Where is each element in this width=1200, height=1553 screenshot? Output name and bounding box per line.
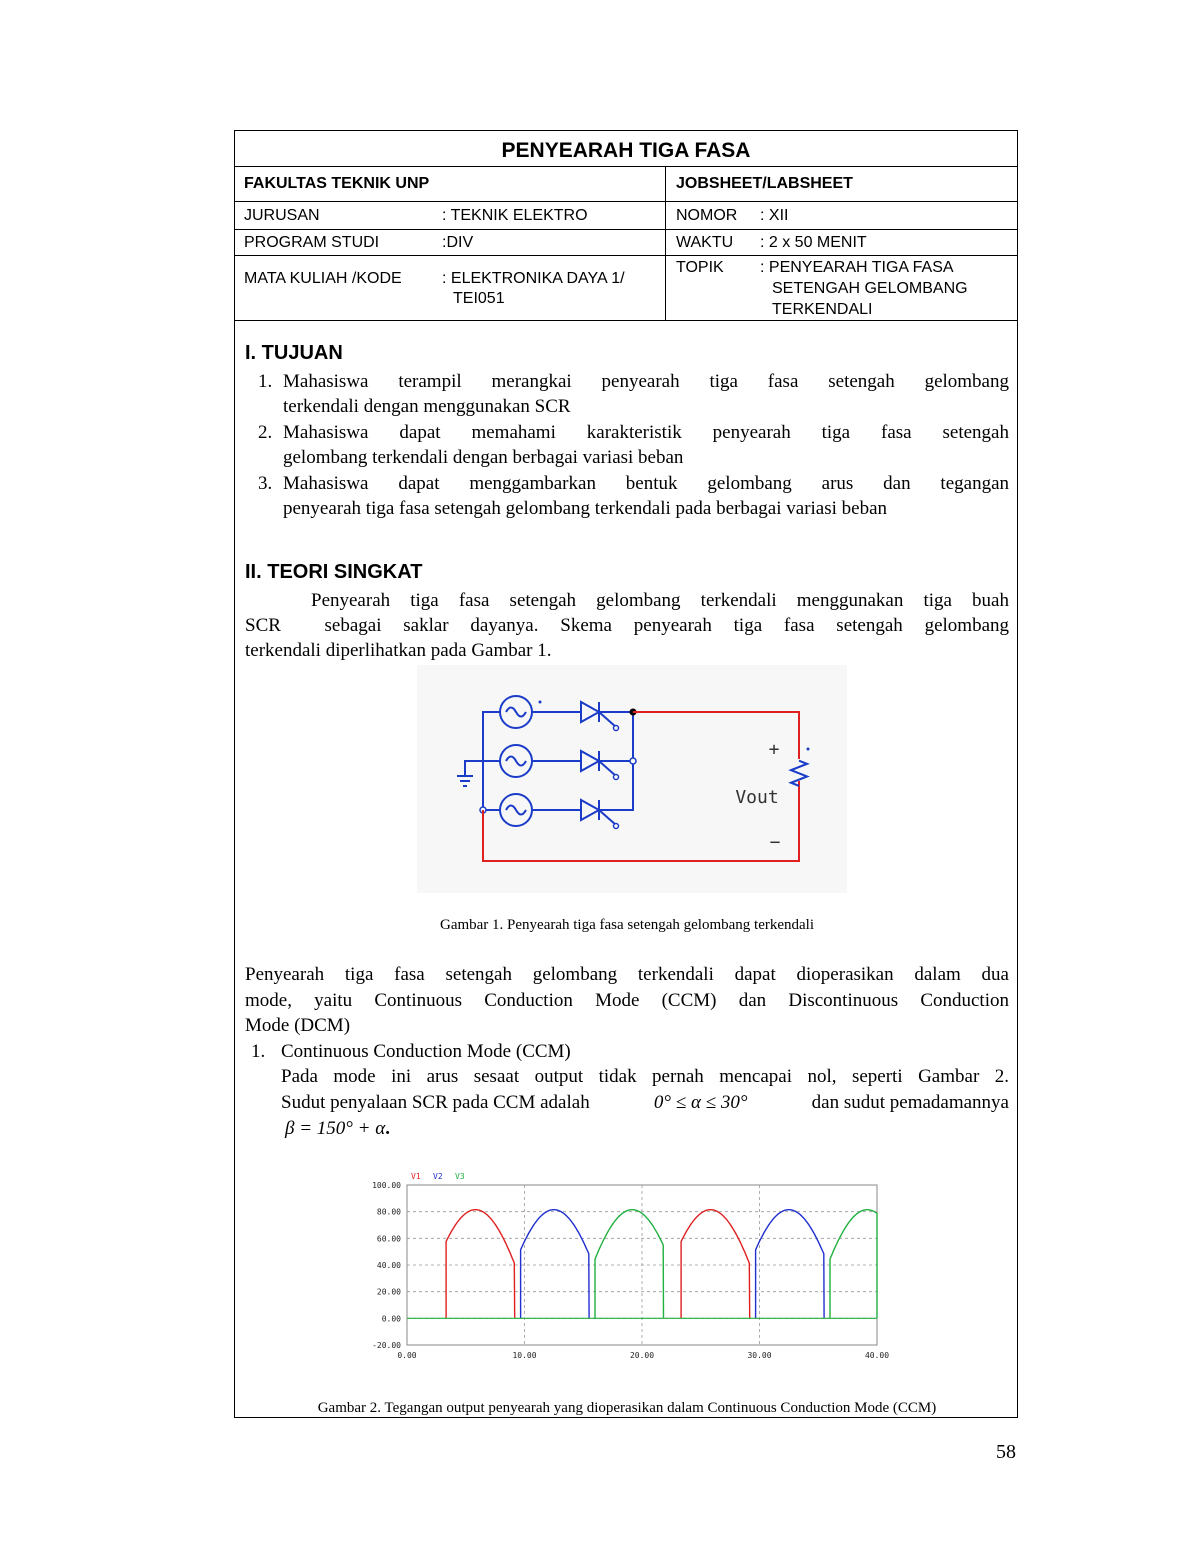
- sheet-type: JOBSHEET/LABSHEET: [676, 175, 853, 192]
- minus-sign: −: [769, 832, 781, 853]
- topik-label: TOPIK: [676, 259, 724, 276]
- legend-v3: V3: [455, 1172, 465, 1181]
- nomor-label: NOMOR: [676, 207, 738, 224]
- plus-sign: +: [768, 739, 780, 760]
- jurusan-value: : TEKNIK ELEKTRO: [442, 207, 588, 224]
- list-number: 1.: [258, 371, 273, 392]
- matkul-label: MATA KULIAH /KODE: [244, 270, 402, 287]
- section-heading-tujuan: I. TUJUAN: [245, 342, 343, 364]
- faculty-label: FAKULTAS TEKNIK UNP: [244, 175, 430, 192]
- y-tick-label: 40.00: [376, 1261, 401, 1270]
- waktu-label: WAKTU: [676, 234, 734, 251]
- formula-line: [285, 1116, 390, 1142]
- x-tick-label: 20.00: [629, 1351, 655, 1360]
- figure1-caption: Gambar 1. Penyearah tiga fasa setengah gelombang terkendali: [439, 917, 815, 933]
- y-tick-label: 0.00: [381, 1314, 401, 1324]
- divider: [665, 166, 666, 320]
- formula-extinction-angle: β = 150° + α: [285, 1118, 386, 1139]
- y-tick-label: 80.00: [376, 1207, 401, 1217]
- divider: [235, 166, 1017, 167]
- divider: [235, 229, 1017, 230]
- mode-title: Continuous Conduction Mode (CCM): [281, 1041, 571, 1062]
- formula-firing-angle: 0° ≤ α ≤ 30°: [653, 1092, 748, 1113]
- paragraph-line: terkendali diperlihatkan pada Gambar 1.: [245, 640, 552, 661]
- matkul-value-line1: : ELEKTRONIKA DAYA 1/: [442, 270, 625, 287]
- divider: [235, 255, 1017, 256]
- list-item-text: Mahasiswa dapat memahami karakteristik penyearah tiga fasa setengah: [283, 422, 1009, 443]
- y-tick-label: 60.00: [376, 1234, 401, 1244]
- paragraph-line: mode, yaitu Continuous Conduction Mode (CCM) dan Discontinuous Conduction: [245, 990, 1009, 1011]
- vout-label: Vout: [735, 787, 779, 808]
- page-title: PENYEARAH TIGA FASA: [501, 139, 751, 162]
- divider: [235, 201, 1017, 202]
- list-item-text: terkendali dengan menggunakan SCR: [283, 396, 571, 417]
- list-item-text: Mahasiswa dapat menggambarkan bentuk gelombang arus dan tegangan: [283, 473, 1009, 494]
- topik-value-line1: : PENYEARAH TIGA FASA: [760, 259, 954, 276]
- topik-value-line2: SETENGAH GELOMBANG: [772, 280, 968, 297]
- list-item-text: penyearah tiga fasa setengah gelombang terkendali pada berbagai variasi beban: [283, 498, 888, 519]
- list-item-text: Mahasiswa terampil merangkai penyearah tiga fasa setengah gelombang: [283, 371, 1009, 392]
- figure2-caption: Gambar 2. Tegangan output penyearah yang dioperasikan dalam Continuous Conduction Mode (CCM): [317, 1400, 937, 1416]
- divider: [235, 320, 1017, 321]
- text-fragment: dan sudut pemadamannya: [811, 1092, 1009, 1113]
- y-tick-label: 100.00: [372, 1181, 401, 1190]
- x-tick-label: 10.00: [512, 1351, 537, 1360]
- paragraph-line: Mode (DCM): [245, 1015, 351, 1036]
- topik-value-line3: TERKENDALI: [772, 301, 873, 318]
- paragraph-line: [281, 1090, 1009, 1116]
- paragraph-line: SCR sebagai saklar dayanya. Skema penyearah tiga fasa setengah gelombang: [245, 615, 1009, 636]
- page-frame: [234, 130, 1018, 1418]
- section-heading-teori: II. TEORI SINGKAT: [245, 561, 423, 583]
- matkul-value-line2: TEI051: [453, 290, 505, 307]
- paragraph-line: Penyearah tiga fasa setengah gelombang terkendali menggunakan tiga buah: [311, 590, 1009, 611]
- y-tick-label: 20.00: [376, 1287, 401, 1297]
- scr-rectifier-circuit-diagram: [417, 665, 847, 893]
- text-fragment: Sudut penyalaan SCR pada CCM adalah: [281, 1092, 590, 1113]
- paragraph-line: Penyearah tiga fasa setengah gelombang terkendali dapat dioperasikan dalam dua: [245, 964, 1009, 985]
- nomor-value: : XII: [760, 207, 789, 224]
- legend-v1: V1: [411, 1172, 421, 1181]
- list-item-text: gelombang terkendali dengan berbagai variasi beban: [283, 447, 684, 468]
- y-tick-label: -20.00: [372, 1341, 401, 1350]
- list-number: 1.: [251, 1041, 266, 1062]
- period: .: [385, 1118, 390, 1139]
- output-voltage-chart: [359, 1169, 899, 1369]
- x-tick-label: 30.00: [747, 1351, 772, 1360]
- prodi-label: PROGRAM STUDI: [244, 234, 380, 251]
- x-tick-label: 40.00: [864, 1351, 890, 1360]
- paragraph-line: Pada mode ini arus sesaat output tidak pernah mencapai nol, seperti Gambar 2.: [281, 1066, 1009, 1087]
- prodi-value: :DIV: [442, 234, 474, 251]
- waktu-value: : 2 x 50 MENIT: [760, 234, 867, 251]
- list-number: 3.: [258, 473, 273, 494]
- list-number: 2.: [258, 422, 273, 443]
- legend-v2: V2: [433, 1172, 443, 1181]
- jurusan-label: JURUSAN: [244, 207, 320, 224]
- x-tick-label: 0.00: [397, 1351, 417, 1360]
- page-number: 58: [996, 1441, 1016, 1463]
